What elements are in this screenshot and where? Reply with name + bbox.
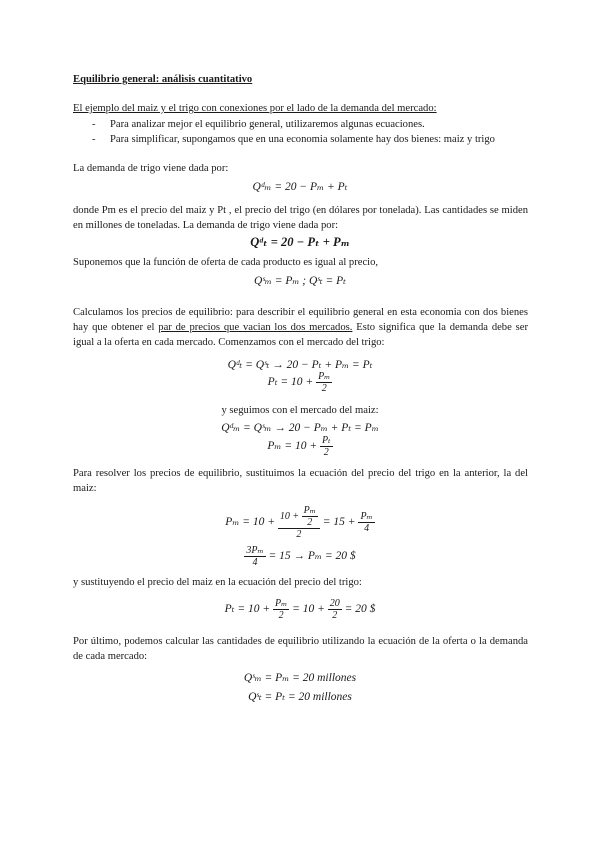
numerator: 3Pₘ [246,545,264,556]
eq-term: 10 + [279,510,300,522]
denominator: 4 [252,557,258,568]
eq-term: Pₜ = 10 + [267,376,314,389]
equation-demanda-maiz: Qᵈₘ = 20 − Pₘ + Pₜ [252,181,348,193]
bullet-item: - Para simplificar, supongamos que en una economia solamente hay dos bienes: maiz y trigo [92,132,528,147]
paragraph-supuesto: Suponemos que la función de oferta de cada producto es igual al precio, [73,257,379,268]
denominator: 2 [332,610,338,621]
paragraph-resolver: Para resolver los precios de equilibrio, sustituimos la ecuación del precio del trigo en la anterior, la del maiz: [73,468,528,494]
paragraph-sustituyendo: y sustituyendo el precio del maiz en la ecuación del precio del trigo: [73,577,362,588]
numerator: Pₘ [318,371,331,382]
equation-cantidad-maiz: Qˢₘ = Pₘ = 20 millones [243,672,357,684]
numerator: Pₜ [322,435,331,446]
eq-term: = 20 $ [344,603,376,616]
paragraph-calculamos [73,305,528,350]
nested-fraction [278,505,320,540]
text-span: Esto significa que la demanda debe ser igual a la oferta en cada mercado. Comenzamos con el mercado del trigo: [73,322,528,348]
fraction [244,545,265,568]
fraction [358,511,374,534]
denominator: 2 [296,529,302,540]
eq-term: Pₘ = 10 + [225,516,276,529]
numerator: Pₘ [303,505,316,516]
equation-mercado-trigo: Qᵈₜ = Qˢₜ → 20 − Pₜ + Pₘ = Pₜ [227,359,373,371]
eq-term: = 15 → Pₘ = 20 $ [268,550,356,563]
fraction [302,505,318,528]
equation-resultado-maiz [0,545,600,568]
denominator: 4 [364,523,370,534]
eq-term: Pₘ = 10 + [267,440,318,453]
numerator: 20 [329,598,340,609]
denominator: 2 [307,517,313,528]
text-span: Calculamos los precios de equilibrio: para describir el equilibrio general en esta economia con dos bienes hay que obtener el [73,307,528,333]
denominator: 2 [323,447,329,458]
equation-precio-maiz [0,435,600,458]
equation-oferta: Qˢₘ = Pₘ ; Qˢₜ = Pₜ [254,275,346,287]
fraction [273,598,289,621]
bullet-item: - Para analizar mejor el equilibrio general, utilizaremos algunas ecuaciones. [92,117,528,132]
bullet-list [92,117,528,147]
eq-term: = 15 + [322,516,356,529]
equation-resultado-trigo [0,598,600,621]
fraction [320,435,333,458]
eq-term: = 10 + [292,603,325,616]
numerator: Pₘ [274,598,288,609]
paragraph-ultimo: Por último, podemos calcular las cantidades de equilibrio utilizando la ecuación de la oferta o la demanda de cada mercado: [73,636,528,662]
underlined-text: par de precios que vacian los dos mercados. [158,322,353,333]
denominator: 2 [321,383,327,394]
eq-term: Pₜ = 10 + [224,603,271,616]
section-subtitle: El ejemplo del maiz y el trigo con conexiones por el lado de la demanda del mercado: [73,103,437,114]
fraction [328,598,342,621]
equation-cantidad-trigo: Qˢₜ = Pₜ = 20 millones [248,691,352,703]
document-title: Equilibrio general: análisis cuantitativo [73,74,253,85]
paragraph-demanda-trigo: La demanda de trigo viene dada por: [73,163,229,174]
numerator [278,505,320,529]
equation-precio-trigo [0,371,600,394]
fraction [316,371,332,394]
paragraph-maiz: y seguimos con el mercado del maiz: [221,405,379,416]
equation-mercado-maiz: Qᵈₘ = Qˢₘ → 20 − Pₘ + Pₜ = Pₘ [221,422,379,434]
numerator: Pₘ [360,511,373,522]
equation-sustitucion [0,505,600,540]
denominator: 2 [278,610,284,621]
paragraph-donde: donde Pm es el precio del maiz y Pt , el precio del trigo (en dólares por tonelada). Las cantidades se miden en millones de toneladas. La demanda de trigo viene dada por: [73,205,528,231]
equation-demanda-trigo: Qᵈₜ = 20 − Pₜ + Pₘ [250,235,350,249]
